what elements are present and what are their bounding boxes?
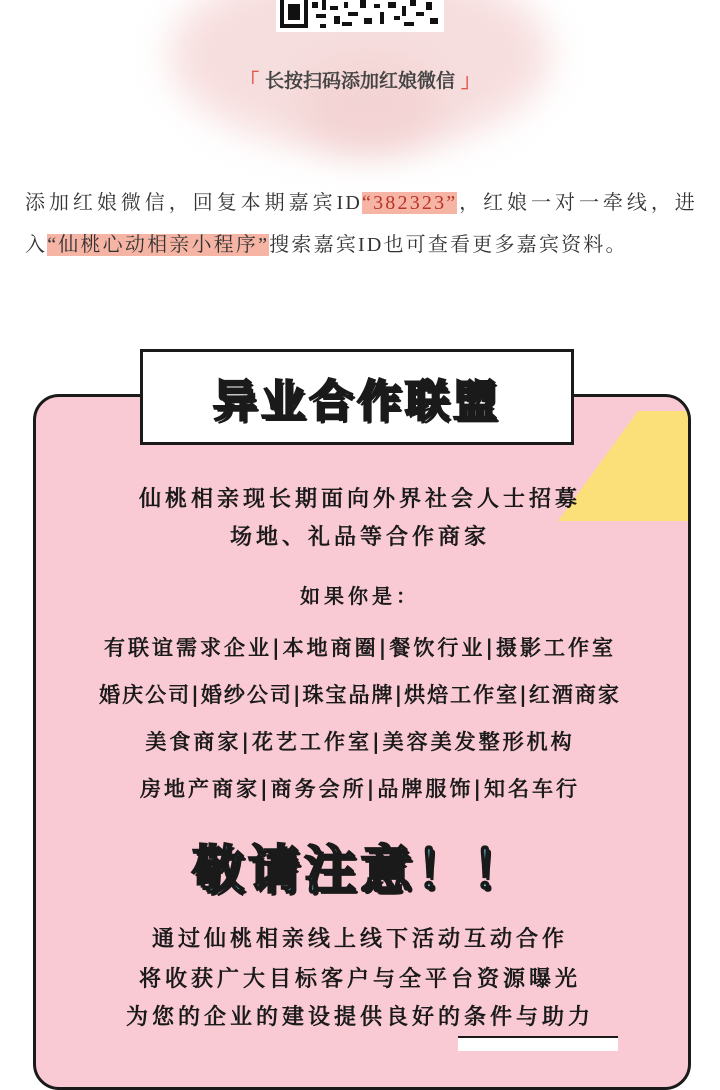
benefit-line-2: 将收获广大目标客户与全平台资源曝光	[138, 967, 581, 992]
miniprogram-highlight[interactable]: “仙桃心动相亲小程序”	[47, 234, 270, 256]
category-line-2: 婚庆公司|婚纱公司|珠宝品牌|烘焙工作室|红酒商家	[99, 683, 621, 707]
category-line-3: 美食商家|花艺工作室|美容美发整形机构	[145, 730, 575, 754]
category-line-1: 有联谊需求企业|本地商圈|餐饮行业|摄影工作室	[103, 636, 616, 660]
scan-qr-label	[0, 66, 720, 93]
poster-title-box	[140, 349, 574, 445]
intro-text-2: ，红娘一对一牵线，进入	[25, 192, 697, 256]
category-line-4: 房地产商家|商务会所|品牌服饰|知名车行	[139, 777, 580, 801]
intro-text-1: 添加红娘微信，回复本期嘉宾ID	[25, 192, 363, 214]
attention-text: 敬请注意！！	[191, 841, 528, 901]
if-you-are: 如果你是：	[300, 584, 420, 608]
intro-text-3: 搜索嘉宾ID也可查看更多嘉宾资料。	[269, 234, 628, 256]
benefit-line-3: 为您的企业的建设提供良好的条件与助力	[125, 1005, 594, 1030]
qr-code[interactable]	[276, 0, 444, 32]
bracket-right: 」	[461, 70, 481, 92]
poster-title: 异业合作联盟	[213, 376, 501, 427]
guest-id-highlight: “382323”	[362, 192, 458, 214]
attention-heading	[0, 828, 720, 903]
scan-label-text: 长按扫码添加红娘微信	[264, 70, 455, 92]
intro-paragraph	[25, 182, 697, 266]
bracket-left: 「	[239, 70, 259, 92]
recruit-line-1: 仙桃相亲现长期面向外界社会人士招募	[138, 487, 581, 512]
benefit-line-1: 通过仙桃相亲线上线下活动互动合作	[151, 927, 568, 952]
recruit-line-2: 场地、礼品等合作商家	[229, 525, 490, 550]
